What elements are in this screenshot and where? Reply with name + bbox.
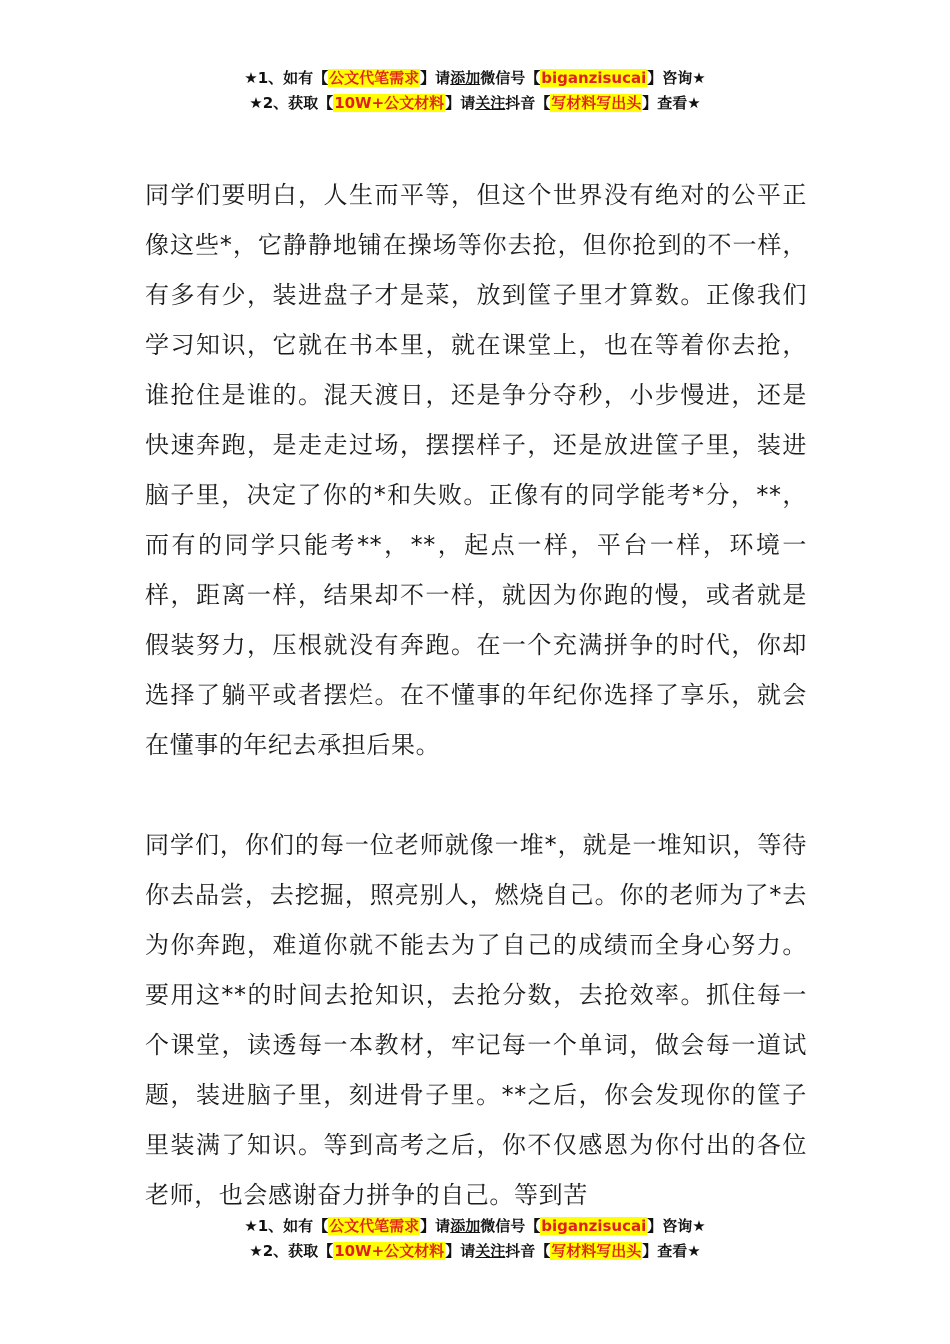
promo-line-1-mid1: 】请 <box>420 69 451 87</box>
promo-line-2-prefix: ★2、获取【 <box>249 94 334 112</box>
body-paragraph-2: 同学们，你们的每一位老师就像一堆*，就是一堆知识，等待你去品尝，去挖掘，照亮别人，燃烧自己。你的老师为了*去为你奔跑，难道你就不能去为了自己的成绩而全身心努力。要用这**的时间去抢知识，去抢分数，去抢效率。抓住每一个课堂，读透每一本教材，牢记每一个单词，做会每一道试题，装进脑子里，刻进骨子里。**之后，你会发现你的筐子里装满了知识。等到高考之后，你不仅感恩为你付出的各位老师，也会感谢奋力拼争的自己。等到苦 <box>145 831 807 1209</box>
promo-footer-line-2-prefix: ★2、获取【 <box>249 1242 334 1260</box>
promo-footer-line-2-mid2: 抖音【 <box>505 1242 551 1260</box>
promo-footer-line-2-mid1: 】请 <box>445 1242 476 1260</box>
promo-line-2-highlight-materials: 10W+公文材料 <box>334 94 445 112</box>
promo-footer-line-1-mid1: 】请 <box>420 1217 451 1235</box>
promo-line-2-mid1: 】请 <box>445 94 476 112</box>
promo-footer-line-1-mid2: 微信号【 <box>480 1217 541 1235</box>
promo-line-1-prefix: ★1、如有【 <box>244 69 329 87</box>
promo-line-1 <box>0 66 950 91</box>
promo-header <box>0 66 950 116</box>
promo-line-2-highlight-douyin: 写材料写出头 <box>551 94 642 112</box>
promo-footer <box>0 1214 950 1264</box>
promo-line-2-suffix: 】查看★ <box>642 94 701 112</box>
promo-footer-line-2-underlined: 关注 <box>475 1242 506 1260</box>
promo-footer-line-2 <box>0 1239 950 1264</box>
promo-footer-line-1-highlight-service: 公文代笔需求 <box>329 1217 420 1235</box>
promo-line-1-suffix: 】咨询★ <box>647 69 706 87</box>
promo-line-2-mid2: 抖音【 <box>505 94 551 112</box>
promo-footer-line-2-highlight-materials: 10W+公文材料 <box>334 1242 445 1260</box>
document-body <box>145 170 807 1220</box>
promo-footer-line-1 <box>0 1214 950 1239</box>
promo-line-2-underlined: 关注 <box>475 94 506 112</box>
body-paragraph-1: 同学们要明白，人生而平等，但这个世界没有绝对的公平正像这些*，它静静地铺在操场等你去抢，但你抢到的不一样，有多有少，装进盘子才是菜，放到筐子里才算数。正像我们学习知识，它就在书本里，就在课堂上，也在等着你去抢，谁抢住是谁的。混天渡日，还是争分夺秒，小步慢进，还是快速奔跑，是走走过场，摆摆样子，还是放进筐子里，装进脑子里，决定了你的*和失败。正像有的同学能考*分，**，而有的同学只能考**，**，起点一样，平台一样，环境一样，距离一样，结果却不一样，就因为你跑的慢，或者就是假装努力，压根就没有奔跑。在一个充满拼争的时代，你却选择了躺平或者摆烂。在不懂事的年纪你选择了享乐，就会在懂事的年纪去承担后果。 <box>145 181 807 759</box>
promo-line-1-highlight-service: 公文代笔需求 <box>329 69 420 87</box>
promo-footer-line-1-highlight-wechat: biganzisucai <box>541 1217 647 1235</box>
promo-footer-line-2-suffix: 】查看★ <box>642 1242 701 1260</box>
promo-footer-line-1-underlined: 添加 <box>450 1217 481 1235</box>
promo-line-1-mid2: 微信号【 <box>480 69 541 87</box>
promo-line-1-highlight-wechat: biganzisucai <box>541 69 647 87</box>
promo-line-1-underlined: 添加 <box>450 69 481 87</box>
promo-line-2 <box>0 91 950 116</box>
promo-footer-line-1-prefix: ★1、如有【 <box>244 1217 329 1235</box>
promo-footer-line-1-suffix: 】咨询★ <box>647 1217 706 1235</box>
promo-footer-line-2-highlight-douyin: 写材料写出头 <box>551 1242 642 1260</box>
